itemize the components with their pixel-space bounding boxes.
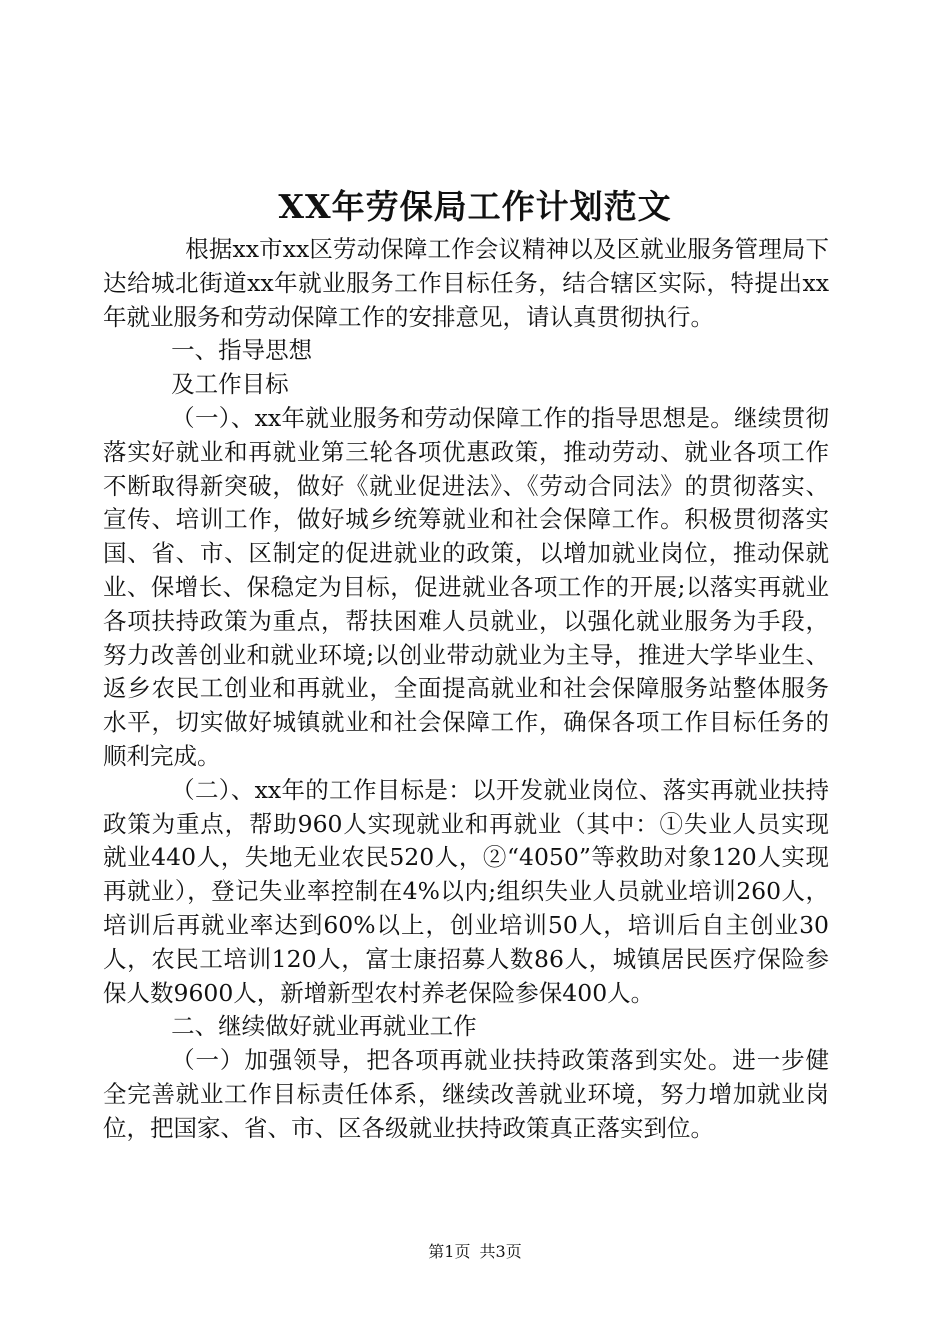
section-heading-employment-work: 二、继续做好就业再就业工作 xyxy=(171,1012,477,1041)
document-body xyxy=(103,233,829,1146)
work-goals-paragraph: （二）、xx年的工作目标是：以开发就业岗位、落实再就业扶持政策为重点，帮助960人实现就业和再就业（其中：①失业人员实现就业440人，失地无业农民520人，②“4050”等救助对象120人实现再就业），登记失业率控制在4%以内;组织失业人员就业培训260人，培训后再就业率达到60%以上，创业培训50人，培训后自主创业30人，农民工培训120人，富士康招募人数86人，城镇居民医疗保险参保人数9600人，新增新型农村养老保险参保400人。 xyxy=(103,775,829,1007)
page-total: 共3页 xyxy=(479,1242,522,1261)
section-heading-continuation: 及工作目标 xyxy=(171,370,289,399)
leadership-paragraph: （一）加强领导，把各项再就业扶持政策落到实处。进一步健全完善就业工作目标责任体系，继续改善就业环境，努力增加就业岗位，把国家、省、市、区各级就业扶持政策真正落实到位。 xyxy=(103,1046,829,1142)
intro-paragraph: 根据xx市xx区劳动保障工作会议精神以及区就业服务管理局下达给城北街道xx年就业服务工作目标任务，结合辖区实际，特提出xx年就业服务和劳动保障工作的安排意见，请认真贯彻执行。 xyxy=(103,235,829,331)
section-heading-guiding-ideology: 一、指导思想 xyxy=(171,336,313,365)
page-number: 第1页 xyxy=(428,1242,471,1261)
document-title: XX年劳保局工作计划范文 xyxy=(278,187,672,226)
guiding-ideology-paragraph: （一）、xx年就业服务和劳动保障工作的指导思想是。继续贯彻落实好就业和再就业第三轮各项优惠政策，推动劳动、就业各项工作不断取得新突破，做好《就业促进法》、《劳动合同法》的贯彻落实、宣传、培训工作，做好城乡统筹就业和社会保障工作。积极贯彻落实国、省、市、区制定的促进就业的政策，以增加就业岗位，推动保就业、保增长、保稳定为目标，促进就业各项工作的开展;以落实再就业各项扶持政策为重点，帮扶困难人员就业，以强化就业服务为手段，努力改善创业和就业环境;以创业带动就业为主导，推进大学毕业生、返乡农民工创业和再就业，全面提高就业和社会保障服务站整体服务水平，切实做好城镇就业和社会保障工作，确保各项工作目标任务的顺利完成。 xyxy=(103,403,829,770)
page-footer xyxy=(0,1240,950,1264)
